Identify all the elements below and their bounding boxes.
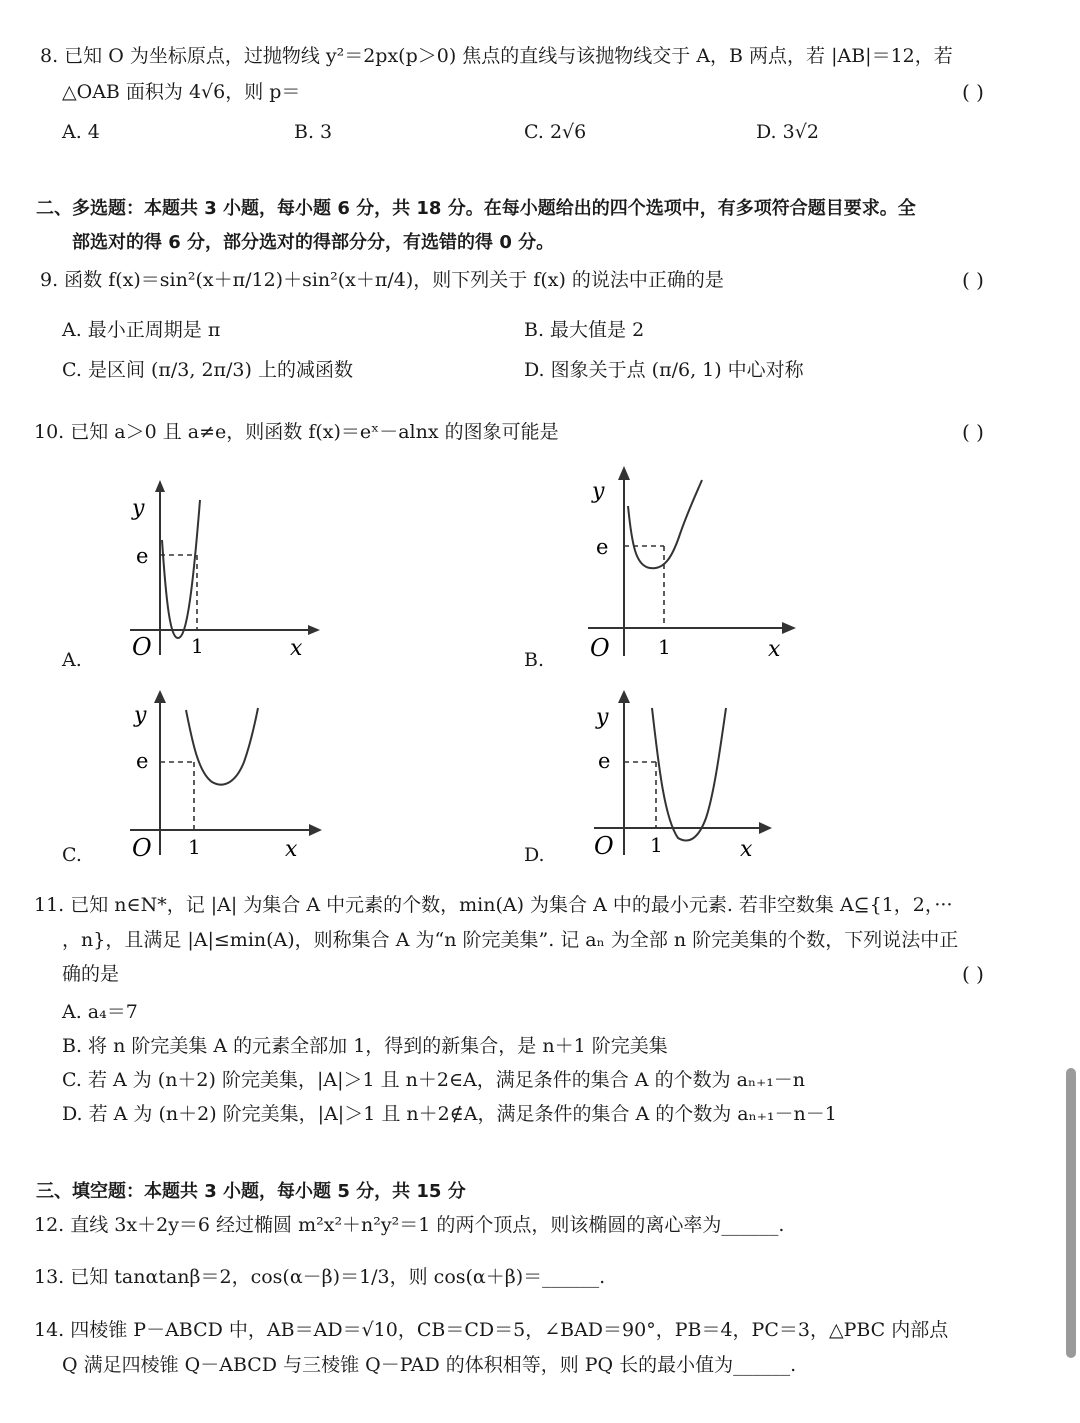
q11-option-c: C. 若 A 为 (n＋2) 阶完美集，|A|＞1 且 n＋2∈A，满足条件的集合 A 的个数为 aₙ₊₁－n — [62, 1069, 806, 1091]
q9-option-a: A. 最小正周期是 π — [62, 319, 221, 341]
graph-c-y-label: y — [134, 703, 147, 728]
q12-stem: 12. 直线 3x＋2y＝6 经过椭圆 m²x²＋n²y²＝1 的两个顶点，则该椭圆的离心率为______. — [34, 1214, 785, 1236]
graph-c-e-label: e — [136, 749, 149, 773]
graph-c-origin-label: O — [132, 834, 152, 862]
q11-line3: 确的是 — [62, 963, 120, 985]
q8-option-c: C. 2√6 — [524, 121, 587, 143]
graph-a-e-label: e — [136, 544, 149, 568]
q10-label-c: C. — [62, 844, 82, 866]
q8-option-a: A. 4 — [62, 121, 100, 143]
graph-a-origin-label: O — [132, 633, 152, 661]
q8-option-b: B. 3 — [294, 121, 333, 143]
q14-line2: Q 满足四棱锥 Q－ABCD 与三棱锥 Q－PAD 的体积相等，则 PQ 长的最小值为______. — [62, 1354, 797, 1376]
q10-label-b: B. — [524, 649, 545, 671]
graph-b-x-label: x — [768, 637, 781, 662]
graph-a-one-label: 1 — [191, 634, 204, 658]
q11-option-b: B. 将 n 阶完美集 A 的元素全部加 1，得到的新集合，是 n＋1 阶完美集 — [62, 1035, 668, 1057]
vertical-scrollbar[interactable] — [1066, 1068, 1076, 1358]
q10-label-a: A. — [62, 649, 82, 671]
graph-a-x-label: x — [290, 636, 303, 661]
q9-option-c: C. 是区间 (π/3, 2π/3) 上的减函数 — [62, 359, 353, 381]
q14-line1: 14. 四棱锥 P－ABCD 中，AB＝AD＝√10，CB＝CD＝5，∠BAD＝90°，PB＝4，PC＝3，△PBC 内部点 — [34, 1319, 949, 1341]
graph-d-y-label: y — [596, 705, 609, 730]
q10-graph-b — [584, 466, 809, 670]
section2-heading-line2: 部选对的得 6 分，部分选对的得部分分，有选错的得 0 分。 — [72, 232, 555, 253]
q11-option-a: A. a₄＝7 — [62, 1001, 138, 1023]
graph-a-y-label: y — [132, 496, 145, 521]
q10-stem: 10. 已知 a＞0 且 a≠e，则函数 f(x)＝eˣ－alnx 的图象可能是 — [34, 421, 559, 443]
q9-answer-paren: ( ) — [962, 268, 984, 292]
graph-b-e-label: e — [596, 535, 609, 559]
q11-option-d: D. 若 A 为 (n＋2) 阶完美集，|A|＞1 且 n＋2∉A，满足条件的集合 A 的个数为 aₙ₊₁－n－1 — [62, 1103, 837, 1125]
q10-graph-a — [120, 480, 330, 669]
q10-label-d: D. — [524, 844, 545, 866]
q11-answer-paren: ( ) — [962, 962, 984, 986]
graph-d-origin-label: O — [594, 832, 614, 860]
q13-stem: 13. 已知 tanαtanβ＝2，cos(α－β)＝1/3，则 cos(α＋β)＝______. — [34, 1266, 606, 1288]
q8-line1: 8. 已知 O 为坐标原点，过抛物线 y²＝2px(p＞0) 焦点的直线与该抛物线交于 A，B 两点，若 |AB|＝12，若 — [40, 45, 953, 67]
graph-b-one-label: 1 — [658, 635, 671, 659]
q9-option-b: B. 最大值是 2 — [524, 319, 645, 341]
q10-graph-d — [584, 690, 784, 869]
section2-heading-line1: 二、多选题：本题共 3 小题，每小题 6 分，共 18 分。在每小题给出的四个选项中，有多项符合题目要求。全 — [36, 198, 916, 219]
q10-graph-c — [120, 690, 330, 869]
graph-d-e-label: e — [598, 749, 611, 773]
q10-answer-paren: ( ) — [962, 420, 984, 444]
q9-stem: 9. 函数 f(x)＝sin²(x＋π/12)＋sin²(x＋π/4)，则下列关于 f(x) 的说法中正确的是 — [40, 269, 724, 291]
q8-option-d: D. 3√2 — [756, 121, 819, 143]
graph-d-one-label: 1 — [650, 833, 663, 857]
graph-b-y-label: y — [592, 479, 605, 504]
q11-line2: ，n}，且满足 |A|≤min(A)，则称集合 A 为“n 阶完美集”. 记 aₙ 为全部 n 阶完美集的个数，下列说法中正 — [62, 929, 959, 951]
q9-option-d: D. 图象关于点 (π/6, 1) 中心对称 — [524, 359, 804, 381]
graph-d-x-label: x — [740, 837, 753, 862]
graph-c-one-label: 1 — [188, 835, 201, 859]
graph-b-origin-label: O — [590, 634, 610, 662]
section3-heading: 三、填空题：本题共 3 小题，每小题 5 分，共 15 分 — [36, 1181, 466, 1202]
q8-answer-paren: ( ) — [962, 80, 984, 104]
graph-c-x-label: x — [285, 837, 298, 862]
q8-line2: △OAB 面积为 4√6，则 p＝ — [62, 81, 301, 103]
q11-line1: 11. 已知 n∈N*，记 |A| 为集合 A 中元素的个数，min(A) 为集合 A 中的最小元素. 若非空数集 A⊆{1，2，··· — [34, 894, 953, 916]
